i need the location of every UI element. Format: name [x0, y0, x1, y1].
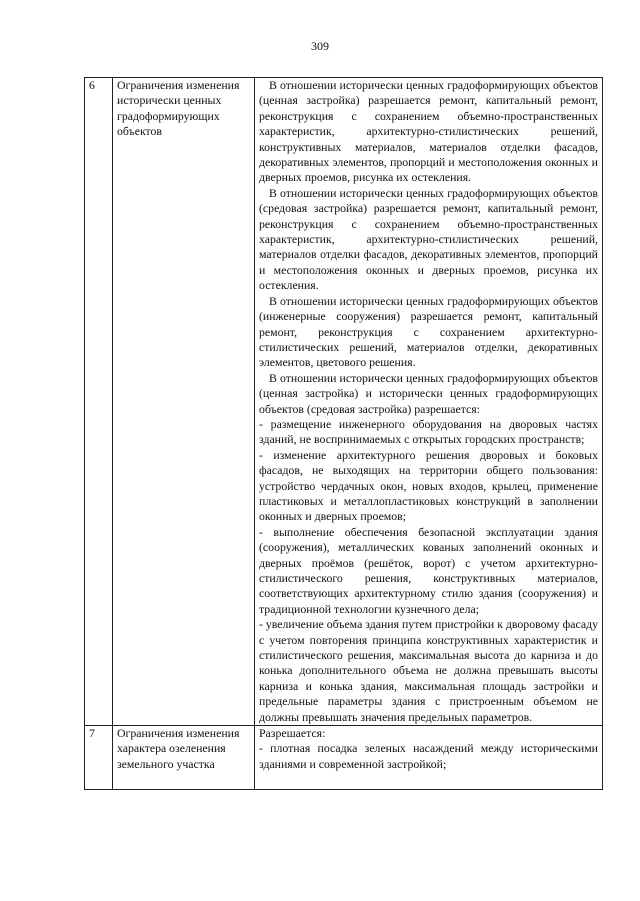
- table-row: [85, 78, 603, 726]
- paragraph: В отношении исторически ценных градоформирующих объектов (инженерные сооружения) разрешается ремонт, капитальный ремонт, реконструкция с сохранением архитектурно-стилистических решений, материалов отделки, декоративных элементов, цветового решения.: [259, 293, 598, 370]
- row-text: [255, 726, 603, 790]
- paragraph: Разрешается:: [259, 726, 326, 741]
- row-number: 7: [85, 726, 113, 790]
- paragraph: В отношении исторически ценных градоформирующих объектов (ценная застройка) и исторически ценных градоформирующих объектов (средовая застройка) разрешается:: [259, 370, 598, 416]
- list-item: - выполнение обеспечения безопасной эксплуатации здания (сооружения), металлических кованых заполнений оконных и дверных проёмов (решёток, ворот) с учетом архитектурно-стилистического решения, конструктивных материалов, соответствующих архитектурному стилю здания (сооружения) и традиционной технологии кузнечного дела;: [259, 524, 598, 616]
- paragraph: В отношении исторически ценных градоформирующих объектов (средовая застройка) разрешается ремонт, капитальный ремонт, реконструкция с сохранением объемно-пространственных характеристик, архитектурно-стилистических решений, материалов отделки фасадов, декоративных элементов, пропорций и местоположения оконных и дверных проемов, рисунка их остекления.: [259, 185, 598, 293]
- restrictions-table: [84, 77, 603, 790]
- list-item: - изменение архитектурного решения дворовых и боковых фасадов, не выходящих на территории общего пользования: устройство чердачных окон, новых входов, крылец, применение пластиковых и металлопластиковых конструкций в заполнении оконных и дверных проемов;: [259, 447, 598, 524]
- page-number: 309: [311, 39, 329, 53]
- paragraph: В отношении исторически ценных градоформирующих объектов (ценная застройка) разрешается ремонт, капитальный ремонт, реконструкция с сохранением объемно-пространственных характеристик, архитектурно-стилистических решений, конструктивных материалов, материалов отделки фасадов, декоративных элементов, пропорций и местоположения оконных и дверных проемов, рисунка их остекления.: [259, 78, 598, 185]
- row-number: 6: [85, 78, 113, 726]
- list-item: - увеличение объема здания путем пристройки к дворовому фасаду с учетом повторения принципа конструктивных характеристик и стилистического решения, максимальная высота до карниза и до конька дополнительного объема не должна превышать высоты карниза и конька здания, максимальная площадь застройки и предельные параметры здания с пристроенным объемом не должны превышать значения предельных параметров.: [259, 617, 598, 724]
- row-title: Ограничения изменения исторически ценных градоформирующих объектов: [113, 78, 255, 726]
- table-row: [85, 726, 603, 790]
- list-item: - плотная посадка зеленых насаждений между историческими зданиями и современной застройкой;: [259, 741, 598, 771]
- list-item: - размещение инженерного оборудования на дворовых частях зданий, не воспринимаемых с открытых городских пространств;: [259, 416, 598, 447]
- row-title: Ограничения изменения характера озеленения земельного участка: [113, 726, 255, 790]
- row-text: [255, 78, 603, 726]
